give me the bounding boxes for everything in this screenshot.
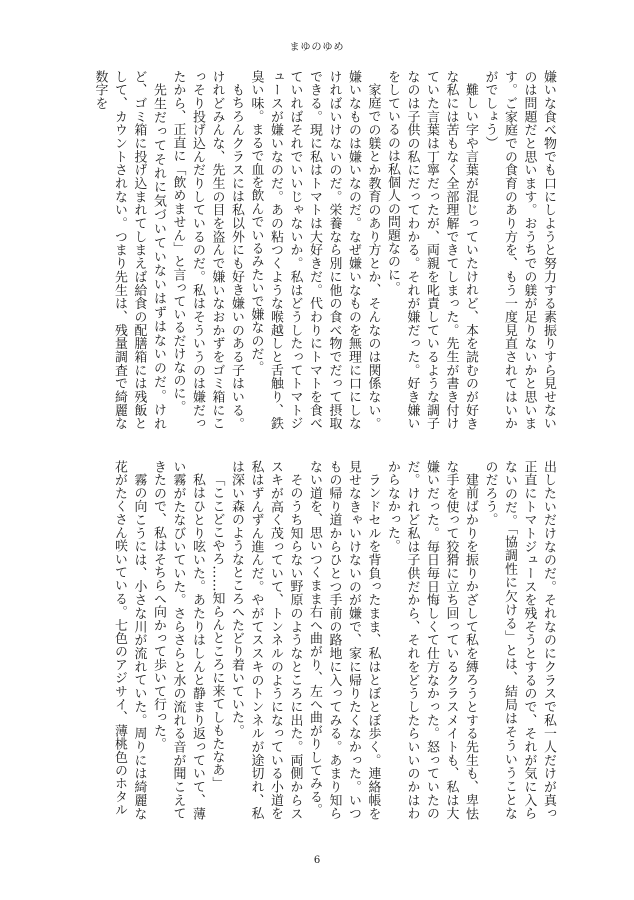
lower-text-block (76, 460, 558, 820)
paragraph: 建前ばかりを振りかざして私を縛ろうとする先生も、卑怯な手を使って狡猾に立ち回っているクラスメイトも、私は大嫌いだった。毎日毎日悔しくて仕方なかった。怒っていたのだ。けれど私は子供だから、それをどうしたらいいのかはわからなかった。 (385, 460, 478, 820)
paragraph: 出したいだけなのだ。それなのにクラスで私一人だけが真っ正直にトマトジュースを残そうとするので、それが気に入らないのだ。「協調性に欠ける」とは、結局はそういうことなのだろう。 (482, 460, 556, 820)
paragraph: そのうち知らない野原のようなところに出た。両側からススキが高く茂っていて、トンネルのようになっている小道を私はずんずん進んだ。やがてススキのトンネルが途切れ、私は深い森のようなところへたどり着いていた。 (229, 460, 303, 820)
paragraph: ランドセルを背負ったまま、私はとぼとぼ歩く。連絡帳を見せなきゃいけないのが嫌で、家に帰りたくなかった。いつもの帰り道からひとつ手前の路地に入ってみる。あまり知らない道を、思いつくまま右へ曲がり、左へ曲がりしてみる。 (307, 460, 381, 820)
paragraph: 私はひとり呟いた。あたりはしんと静まり返っていて、薄い霧がたなびいていた。さらさらと水の流れる音が聞こえてきたので、私はそちらへ向かって歩いて行った。 (151, 460, 205, 820)
page-number: 6 (313, 855, 321, 866)
paragraph: 家庭での躾とか教育のあり方とか、そんなのは関係ない。嫌いなものは嫌いなのだ。なぜ嫌いなものを無理に口にしなければいけないのだ。栄養なら別に他の食べ物でだって摂取できる。現に私はトマトは大好きだ。代わりにトマトを食べていればそれでいいじゃないか。私はどうしたってトマトジュースが嫌いなのだ。あの粘つくような喉越しと舌触り、鉄臭い味。まるで血を飲んでいるみたいで嫌なのだ。 (248, 70, 381, 430)
paragraph: 嫌いな食べ物でも口にしようと努力する素振りすら見せないのは問題だと思います。おうちでの躾が足りないかと思います。ご家庭での食育のあり方を、もう一度見直されてはいかがでしょう） (482, 70, 556, 430)
running-header-title: まゆのゆめ (289, 42, 345, 53)
paragraph: 難しい字や言葉が混じっていたけれど、本を読むのが好きな私には苦もなく全部理解できてしまった。先生が書き付けていた言葉は丁寧だったが、両親を叱責しているような調子なのは子供の私にだってわかる。それが嫌だった。好き嫌いをしているのは私個人の問題なのに。 (385, 70, 478, 430)
dialogue-line: 「ここどこやろ……知らんところに来てしもたなあ」 (209, 472, 225, 790)
paragraph: もちろんクラスには私以外にも好き嫌いのある子はいる。けれどみんな、先生の目を盗んで嫌いなおかずをゴミ箱にこっそり投げ込んだりしているのだ。私はそういうのは嫌だったから、正直に「飲めません」と言っているだけなのに。 (170, 70, 244, 430)
upper-text-block (76, 70, 558, 430)
paragraph: 先生だってそれに気づいていないはずはないのだ。けれど、ゴミ箱に投げ込まれてしまえば給食の配膳箱には残飯として、カウントされない。つまり先生は、残量調査で綺麗な数字を (92, 70, 166, 430)
paragraph: 霧の向こうには、小さな川が流れていた。周りには綺麗な花がたくさん咲いている。七色のアジサイ、薄桃色のホタル (112, 460, 147, 820)
